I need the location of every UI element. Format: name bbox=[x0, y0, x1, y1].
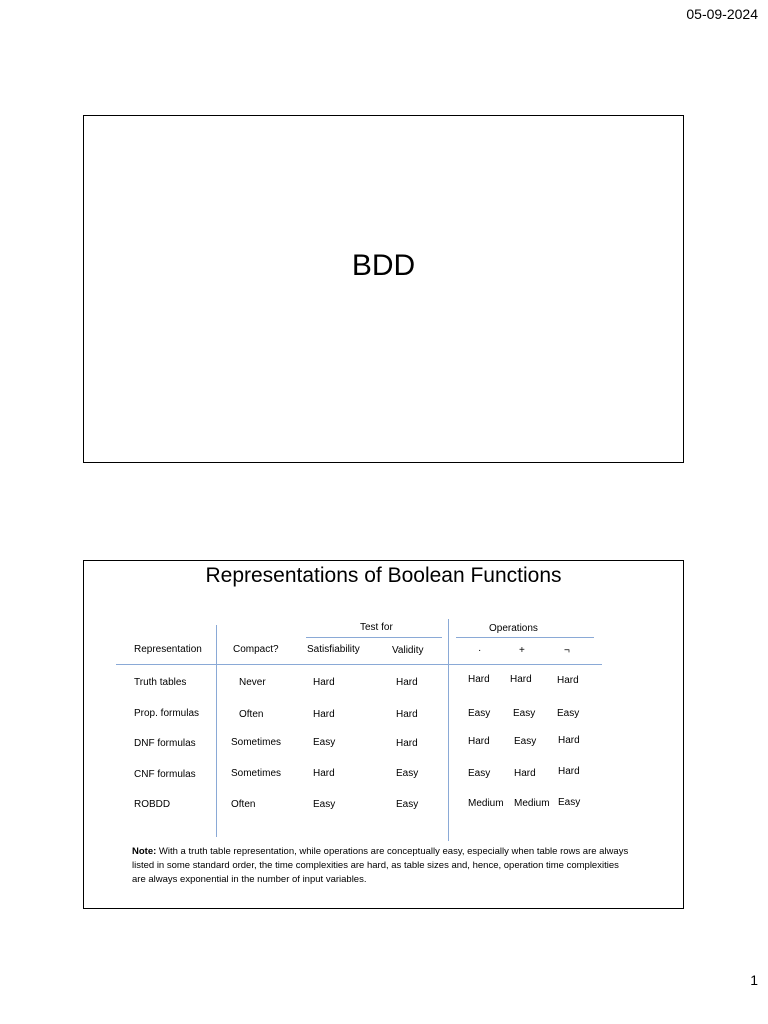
cell-validity: Hard bbox=[396, 677, 418, 688]
cell-compact: Often bbox=[239, 709, 264, 720]
column-header-representation: Representation bbox=[134, 644, 202, 655]
note-paragraph bbox=[132, 845, 632, 887]
cell-op-and: Hard bbox=[468, 674, 490, 685]
page-number: 1 bbox=[750, 972, 758, 988]
table-divider-vertical bbox=[448, 619, 449, 841]
note-text: With a truth table representation, while operations are conceptually easy, especially when table rows are always listed in some standard order, the time complexities are hard, as table sizes and, hence, operation time complexities are always exponential in the number of input variables. bbox=[132, 846, 629, 885]
cell-validity: Hard bbox=[396, 738, 418, 749]
column-header-op-and: · bbox=[478, 645, 482, 656]
row-name: Prop. formulas bbox=[134, 708, 200, 719]
table-divider-vertical bbox=[216, 625, 217, 837]
table-header-divider bbox=[116, 664, 602, 665]
cell-satisfiability: Hard bbox=[313, 677, 335, 688]
cell-validity: Easy bbox=[396, 799, 419, 810]
header-date: 05-09-2024 bbox=[686, 6, 758, 22]
column-header-op-not: ¬ bbox=[564, 645, 570, 656]
cell-op-or: Easy bbox=[513, 708, 536, 719]
slide-title: Representations of Boolean Functions bbox=[205, 564, 562, 587]
cell-op-not: Hard bbox=[557, 675, 579, 686]
slide-title: BDD bbox=[351, 249, 416, 282]
cell-validity: Hard bbox=[396, 709, 418, 720]
cell-op-or: Medium bbox=[514, 798, 550, 809]
row-name: ROBDD bbox=[134, 799, 171, 810]
column-header-validity: Validity bbox=[392, 645, 424, 656]
cell-op-or: Hard bbox=[510, 674, 532, 685]
group-header-test-for: Test for bbox=[360, 622, 393, 633]
row-name: DNF formulas bbox=[134, 738, 196, 749]
cell-op-and: Easy bbox=[468, 768, 491, 779]
cell-satisfiability: Easy bbox=[313, 737, 336, 748]
column-header-op-or: + bbox=[519, 645, 525, 656]
cell-satisfiability: Hard bbox=[313, 768, 335, 779]
cell-op-and: Medium bbox=[468, 798, 504, 809]
row-name: CNF formulas bbox=[134, 769, 196, 780]
row-name: Truth tables bbox=[134, 677, 187, 688]
cell-compact: Sometimes bbox=[231, 768, 282, 779]
column-header-compact: Compact? bbox=[233, 644, 279, 655]
slide-bdd bbox=[83, 115, 684, 463]
cell-satisfiability: Easy bbox=[313, 799, 336, 810]
cell-compact: Often bbox=[231, 799, 256, 810]
slide-representations bbox=[83, 560, 684, 909]
cell-compact: Sometimes bbox=[231, 737, 282, 748]
cell-op-not: Hard bbox=[558, 735, 580, 746]
cell-op-or: Easy bbox=[514, 736, 537, 747]
cell-op-not: Easy bbox=[558, 797, 581, 808]
cell-op-or: Hard bbox=[514, 768, 536, 779]
cell-op-not: Easy bbox=[557, 708, 580, 719]
cell-compact: Never bbox=[239, 677, 266, 688]
cell-satisfiability: Hard bbox=[313, 709, 335, 720]
note-label: Note: bbox=[132, 846, 157, 857]
cell-validity: Easy bbox=[396, 768, 419, 779]
cell-op-and: Easy bbox=[468, 708, 491, 719]
table-divider-test-for bbox=[306, 637, 442, 638]
table-divider-operations bbox=[456, 637, 594, 638]
group-header-operations: Operations bbox=[489, 623, 538, 634]
cell-op-and: Hard bbox=[468, 736, 490, 747]
column-header-satisfiability: Satisfiability bbox=[307, 644, 360, 655]
cell-op-not: Hard bbox=[558, 766, 580, 777]
